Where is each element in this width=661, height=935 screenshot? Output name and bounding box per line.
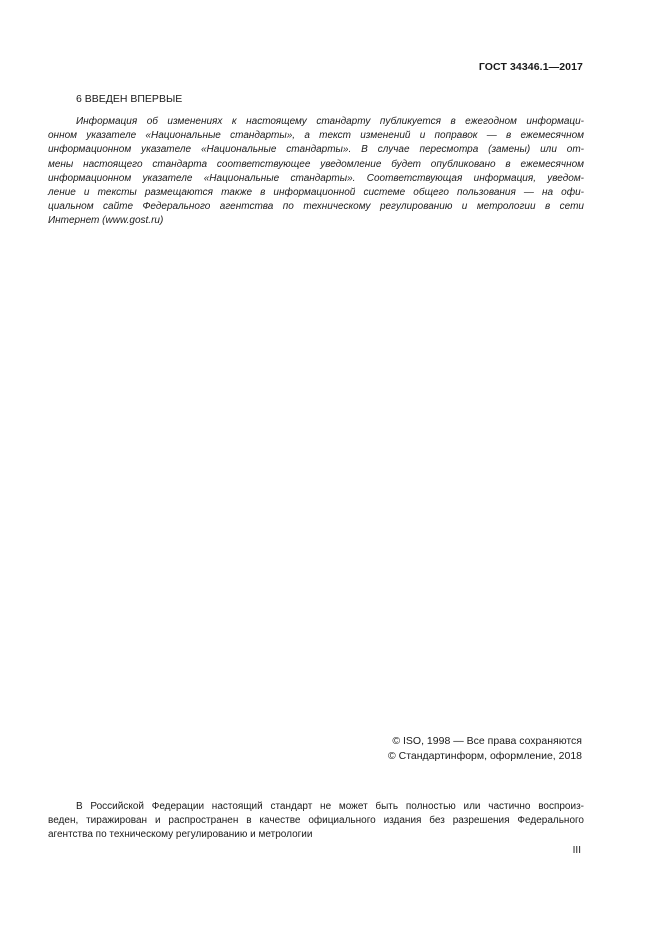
legal-note-line: агентства по техническому регулированию и метрологии xyxy=(48,829,313,841)
info-note-line: ление и тексты размещаются также в информационной системе общего пользования — на офи- xyxy=(48,187,584,199)
info-note-line: мены настоящего стандарта соответствующее уведомление будет опубликовано в ежемесячном xyxy=(48,158,584,170)
info-note-line: Информация об изменениях к настоящему стандарту публикуется в ежегодном информаци- xyxy=(76,116,584,127)
legal-note-line: В Российской Федерации настоящий стандарт не может быть полностью или частично воспроиз- xyxy=(76,801,584,812)
copyright-block xyxy=(388,734,582,763)
info-note-line: Интернет (www.gost.ru) xyxy=(48,215,164,227)
copyright-standartinform: © Стандартинформ, оформление, 2018 xyxy=(387,749,582,762)
info-note-line: информационном указателе «Национальные стандарты». Соответствующая информация, уведом- xyxy=(48,172,584,184)
info-note-line: информационном указателе «Национальные стандарты». В случае пересмотра (замены) или от- xyxy=(48,144,584,156)
copyright-iso: © ISO, 1998 — Все права сохраняются xyxy=(392,735,582,747)
legal-note-line: веден, тиражирован и распространен в качестве официального издания без разрешения Федерального xyxy=(48,815,584,827)
page-number: III xyxy=(572,845,581,856)
info-note-line: циальном сайте Федерального агентства по техническому регулированию и метрологии в сети xyxy=(48,201,584,213)
section-item-6: 6 ВВЕДЕН ВПЕРВЫЕ xyxy=(76,93,183,105)
document-code: ГОСТ 34346.1—2017 xyxy=(478,61,583,73)
info-note-line: онном указателе «Национальные стандарты», а текст изменений и поправок — в ежемесячном xyxy=(48,130,584,142)
changes-info-note xyxy=(48,115,584,229)
reproduction-notice xyxy=(48,800,584,843)
